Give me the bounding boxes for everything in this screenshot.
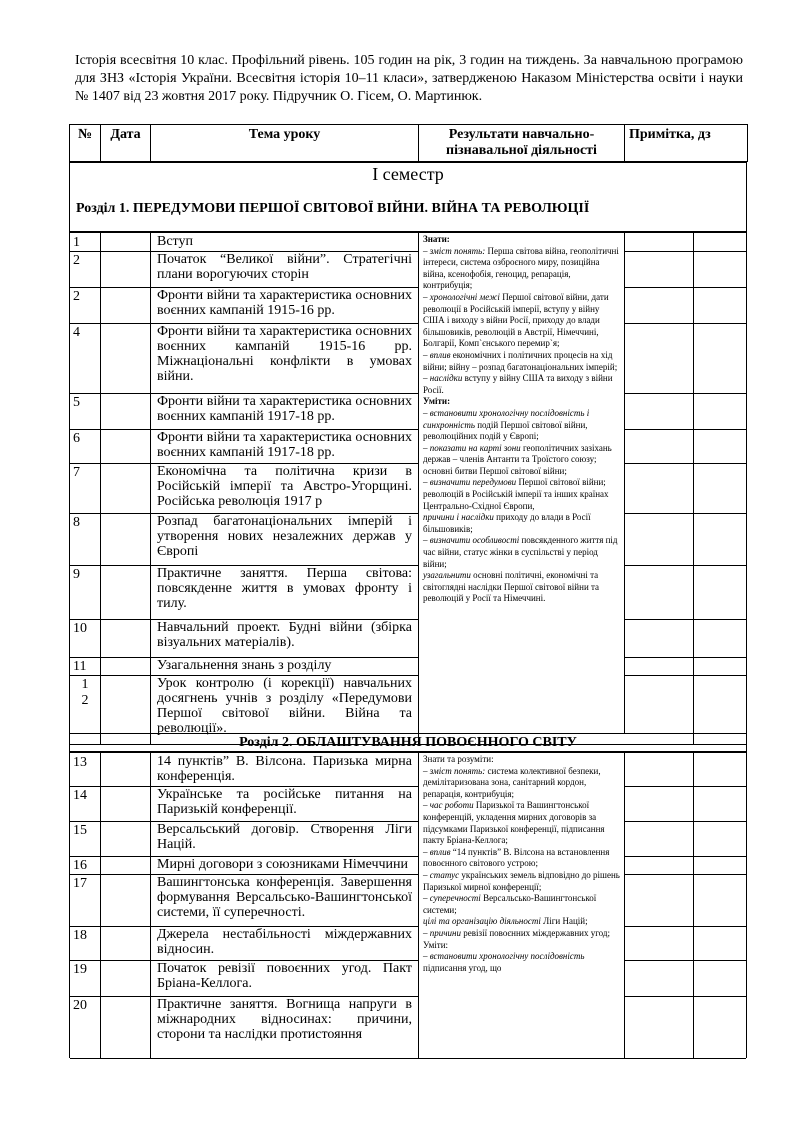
results-cell: [419, 233, 625, 734]
intro-paragraph: Історія всесвітня 10 клас. Профільний рівень. 105 годин на рік, 3 годин на тиждень. За навчальною програмою для ЗНЗ «Історія України. Всесвітня історія 10–11 класи», затвердженою Наказом Міністерства освіти і науки № 1407 від 23 жовтня 2017 року. Підручник О. Гісем, О. Мартинюк.: [75, 53, 743, 104]
results-term: – вплив: [423, 349, 451, 360]
note-cell: [625, 753, 746, 787]
note-divider: [625, 393, 694, 429]
lesson-date: [101, 821, 151, 856]
results-line: [423, 466, 620, 478]
lesson-number: 5: [70, 393, 101, 429]
results-text: революцій в Російській імперії та інших країнах Центрально-Східної Європи,: [423, 489, 609, 511]
results-text: Уміти:: [423, 939, 449, 950]
lesson-number: 4: [70, 323, 101, 393]
lesson-topic: Узагальнення знань з розділу: [151, 657, 419, 675]
lesson-number: 7: [70, 463, 101, 513]
lesson-date: [101, 856, 151, 874]
note-divider: [625, 233, 694, 251]
results-text: українських земель відповідно до рішень Паризької мирної конференції;: [423, 869, 620, 892]
results-line: [423, 408, 620, 443]
results-term: – визначити особливості: [423, 535, 520, 546]
lesson-topic: Мирні договори з союзниками Німеччини: [151, 856, 419, 874]
lesson-date: [101, 960, 151, 996]
results-text: основні битви Першої світової війни;: [423, 465, 567, 476]
lesson-number: 16: [70, 856, 101, 874]
results-term: – хронологічні межі: [423, 291, 500, 302]
lesson-topic: Версальський договір. Створення Ліги Націй.: [151, 821, 419, 856]
results-text: Знати та розуміти:: [423, 754, 494, 764]
note-cell: [625, 513, 746, 566]
header-topic: Тема уроку: [151, 125, 419, 162]
results-line: [423, 512, 620, 535]
lesson-number: 11: [70, 657, 101, 675]
results-text: вступу у війну США та виходу з війни Росії.: [423, 373, 613, 395]
lesson-date: [101, 251, 151, 287]
results-line: [423, 246, 620, 292]
results-text: ревізії повоєнних міждержавних угод;: [461, 927, 611, 938]
results-term: – встановити хронологічну послідовність і синхронність: [423, 407, 590, 430]
results-text: основні політичні, економічні та світоглядні наслідки Першої світової війни та революцій у Росії та Німеччині.: [423, 570, 600, 604]
lesson-number: 2: [70, 287, 101, 323]
results-text: Ліги Націй;: [540, 916, 588, 927]
header-note: Примітка, дз: [625, 125, 748, 162]
lesson-topic: Фронти війни та характеристика основних воєнних кампаній 1917-18 рр.: [151, 393, 419, 429]
lesson-topic: Фронти війни та характеристика основних воєнних кампаній 1915-16 рр.: [151, 287, 419, 323]
results-line: [423, 893, 620, 916]
results-term: – визначити передумови: [423, 477, 517, 488]
results-text: подій Першої світової війни, революційних подій у Європі;: [423, 419, 588, 442]
results-text: система колективної безпеки, демілітаризована зона, санітарний кордон, репарація, контрибуція;: [423, 765, 601, 799]
note-cell: [625, 821, 746, 857]
results-line: [423, 477, 620, 489]
results-text: підписання угод, що: [423, 962, 502, 973]
lesson-date: [101, 657, 151, 675]
note-cell: [625, 786, 746, 822]
results-text: приходу до влади в Росії більшовиків;: [423, 512, 591, 534]
note-divider: [625, 513, 694, 565]
results-text: Версальсько-Вашингтонської системи;: [423, 893, 597, 915]
semester-title: І семестр: [372, 164, 444, 184]
results-line: [423, 916, 620, 928]
lesson-date: [101, 233, 151, 251]
results-text: повсякденного життя під час війни, статус жінки в суспільстві у період війни;: [423, 535, 618, 569]
lesson-date: [101, 287, 151, 323]
note-cell: [625, 874, 746, 927]
lesson-date: [101, 393, 151, 429]
note-divider: [625, 786, 694, 821]
lesson-date: [101, 429, 151, 463]
lesson-number: 13: [70, 753, 101, 786]
results-term: – встановити хронологічну послідовність: [423, 951, 585, 962]
results-line: [423, 489, 620, 512]
lesson-number: 8: [70, 513, 101, 565]
lesson-date: [101, 619, 151, 657]
results-line: [423, 535, 620, 570]
lesson-number: 20: [70, 996, 101, 1058]
lesson-number: 18: [70, 926, 101, 960]
results-term: – зміст понять:: [423, 765, 486, 776]
note-divider: [625, 856, 694, 874]
results-line: [423, 847, 620, 870]
lesson-topic: Розпад багатонаціональних імперій і утворення нових незалежних держав у Європі: [151, 513, 419, 565]
note-cell: [625, 619, 746, 658]
note-divider: [625, 565, 694, 619]
results-term: – зміст понять:: [423, 245, 486, 256]
section1-table: [69, 232, 747, 734]
results-term: – статус: [423, 869, 460, 880]
note-cell: [625, 657, 746, 676]
results-line: [423, 396, 620, 408]
note-divider: [625, 463, 694, 513]
note-divider: [625, 821, 694, 856]
note-divider: [625, 926, 694, 960]
results-line: [423, 292, 620, 350]
lesson-date: [101, 786, 151, 821]
lesson-number: 1 2: [70, 675, 101, 744]
lesson-number: 19: [70, 960, 101, 996]
results-term: – час роботи: [423, 800, 474, 811]
results-line: [423, 570, 620, 605]
lesson-date: [101, 874, 151, 926]
lesson-number: 6: [70, 429, 101, 463]
note-divider: [625, 323, 694, 393]
note-cell: [625, 393, 746, 430]
note-divider: [625, 753, 694, 786]
note-divider: [625, 287, 694, 323]
lesson-date: [101, 996, 151, 1058]
note-cell: [625, 287, 746, 324]
results-line: [423, 754, 620, 766]
lesson-number: 2: [70, 251, 101, 287]
results-term: узагальнити: [423, 570, 471, 581]
results-line: [423, 870, 620, 893]
lesson-date: [101, 565, 151, 619]
results-line: [423, 234, 620, 246]
lesson-number: 17: [70, 874, 101, 926]
note-divider: [625, 996, 694, 1058]
lesson-topic: Практичне заняття. Вогнища напруги в міжнародних відносинах: причини, сторони та наслідки протистояння: [151, 996, 419, 1058]
results-text: Першої світової війни;: [516, 477, 606, 488]
lesson-number: 14: [70, 786, 101, 821]
results-line: [423, 951, 620, 974]
results-term: – наслідки: [423, 373, 463, 384]
lesson-topic: Фронти війни та характеристика основних воєнних кампаній 1917-18 рр.: [151, 429, 419, 463]
results-term: – вплив: [423, 846, 451, 857]
results-line: [423, 928, 620, 940]
note-cell: [625, 565, 746, 620]
section1-title: Розділ 1. ПЕРЕДУМОВИ ПЕРШОЇ СВІТОВОЇ ВІЙНИ. ВІЙНА ТА РЕВОЛЮЦІЇ: [76, 201, 590, 216]
lesson-topic: Навчальний проект. Будні війни (збірка візуальних матеріалів).: [151, 619, 419, 657]
lesson-topic: Початок ревізії повоєнних угод. Пакт Бріана-Келлога.: [151, 960, 419, 996]
header-date: Дата: [101, 125, 151, 162]
results-heading: Знати:: [423, 234, 450, 244]
lesson-number: 10: [70, 619, 101, 657]
results-term: – показати на карті зони: [423, 442, 521, 453]
section2-table: [69, 752, 747, 1058]
lesson-topic: 14 пунктів” В. Вілсона. Паризька мирна конференція.: [151, 753, 419, 786]
results-term: – суперечності: [423, 893, 481, 904]
results-term: цілі та організацію діяльності: [423, 916, 541, 927]
lesson-topic: Фронти війни та характеристика основних воєнних кампаній 1915-16 рр. Міжнаціональні конфлікти в умовах війни.: [151, 323, 419, 393]
lesson-topic: Урок контролю (і корекції) навчальних досягнень учнів з розділу «Передумови Першої світової війни. Війна та революції».: [151, 675, 419, 744]
results-text: Паризької та Вашингтонської конференцій, укладення мирних договорів за підсумками Паризької конференції, підписання пакту Бріана-Келлога;: [423, 800, 605, 846]
lesson-date: [101, 753, 151, 786]
results-line: [423, 373, 620, 396]
results-line: [423, 766, 620, 801]
note-cell: [625, 463, 746, 514]
note-divider: [625, 960, 694, 996]
results-heading: Уміти:: [423, 396, 451, 407]
semester-block: [69, 162, 747, 232]
lesson-number: 15: [70, 821, 101, 856]
lesson-topic: Практичне заняття. Перша світова: повсякденне життя в умовах фронту і тилу.: [151, 565, 419, 619]
lesson-topic: Економічна та політична кризи в Російській імперії та Австро-Угорщині. Російська революція 1917 р: [151, 463, 419, 513]
note-cell: [625, 960, 746, 997]
lesson-topic: Вступ: [151, 233, 419, 251]
note-divider: [625, 657, 694, 675]
note-cell: [625, 429, 746, 464]
lesson-number: 1: [70, 233, 101, 251]
header-results: Результати навчально-пізнавальної діяльності: [419, 125, 625, 162]
section2-title: Розділ 2. ОБЛАШТУВАННЯ ПОВОЄННОГО СВІТУ: [69, 733, 747, 752]
note-cell: [625, 926, 746, 961]
lesson-topic: Українське та російське питання на Паризькій конференції.: [151, 786, 419, 821]
note-cell: [625, 856, 746, 875]
note-cell: [625, 251, 746, 288]
results-line: [423, 940, 620, 952]
lesson-date: [101, 463, 151, 513]
results-cell: [419, 753, 625, 1058]
lesson-date: [101, 926, 151, 960]
results-line: [423, 443, 620, 466]
header-num: №: [70, 125, 101, 162]
lesson-date: [101, 323, 151, 393]
results-text: Перша світова війна, геополітичні інтереси, система озброєного миру, позиційна війна, ксенофобія, геноцид, репарація, контрибуція;: [423, 245, 619, 291]
lesson-topic: Вашингтонська конференція. Завершення формування Версальсько-Вашингтонської системи, її суперечності.: [151, 874, 419, 926]
note-divider: [625, 874, 694, 926]
lesson-topic: Джерела нестабільності міждержавних відносин.: [151, 926, 419, 960]
lesson-topic: Початок “Великої війни”. Стратегічні плани ворогуючих сторін: [151, 251, 419, 287]
results-line: [423, 800, 620, 846]
results-text: економічних і політичних процесів на хід війни; війну – розпад багатонаціональних імперій;: [423, 349, 618, 372]
results-text: геополітичних зазіхань держав – членів Антанти та Троїстого союзу;: [423, 442, 612, 465]
note-divider: [625, 251, 694, 287]
note-cell: [625, 323, 746, 394]
note-divider: [625, 429, 694, 463]
lesson-date: [101, 513, 151, 565]
results-text: “14 пунктів” В. Вілсона на встановлення повоєнного світового устрою;: [423, 846, 610, 869]
results-term: – причини: [423, 927, 462, 938]
note-cell: [625, 996, 746, 1059]
results-line: [423, 350, 620, 373]
note-divider: [625, 619, 694, 657]
results-term: причини і наслідки: [423, 512, 494, 523]
lesson-number: 9: [70, 565, 101, 619]
note-cell: [625, 233, 746, 252]
results-text: Першої світової війни, дати революції в Російській імперії, вступу у війну США і виходу з війни Росії, приходу до влади більшовиків, революцій в Австрії, Німеччині, Болгарії, Комп`єнського перемир`я;: [423, 291, 609, 349]
table-header: [69, 124, 748, 162]
